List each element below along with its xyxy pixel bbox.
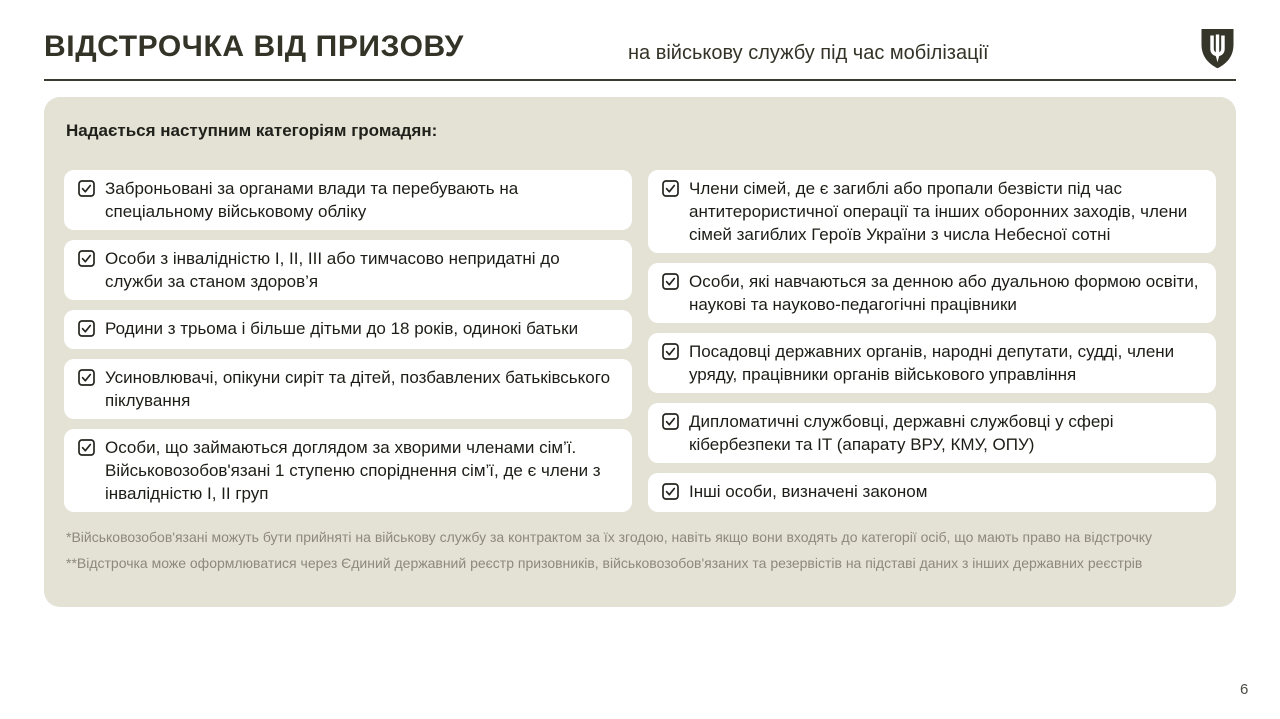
category-text: Посадовці державних органів, народні депутати, судді, члени уряду, працівники органів військового управління bbox=[689, 342, 1175, 384]
shield-trident-icon bbox=[1199, 27, 1236, 72]
checked-checkbox-icon bbox=[662, 343, 679, 365]
category-text: Заброньовані за органами влади та перебувають на спеціальному військовому обліку bbox=[105, 179, 519, 221]
checked-checkbox-icon bbox=[662, 413, 679, 435]
category-text: Усиновлювачі, опікуни сиріт та дітей, позбавлених батьківського піклування bbox=[105, 368, 611, 410]
category-text: Особи з інвалідністю I, II, III або тимчасово непридатні до служби за станом здоров’я bbox=[105, 249, 560, 291]
right-column bbox=[648, 170, 1216, 512]
category-text: Особи, що займаються доглядом за хворими членами сім’ї. Військовозобов'язані 1 ступеню споріднення сім’ї, де є члени з інвалідністю I, II груп bbox=[105, 438, 601, 503]
checked-checkbox-icon bbox=[78, 320, 95, 342]
category-text: Родини з трьома і більше дітьми до 18 років, одинокі батьки bbox=[105, 319, 579, 338]
panel-heading: Надається наступним категоріям громадян: bbox=[66, 121, 438, 140]
checked-checkbox-icon bbox=[78, 180, 95, 202]
category-card bbox=[64, 429, 632, 512]
card-columns bbox=[64, 170, 1216, 512]
category-card bbox=[64, 170, 632, 230]
category-card bbox=[648, 263, 1216, 323]
page-number: 6 bbox=[1240, 681, 1249, 698]
checked-checkbox-icon bbox=[662, 180, 679, 202]
category-text: Дипломатичні службовці, державні службовці у сфері кібербезпеки та IT (апарату ВРУ, КМУ, ОПУ) bbox=[689, 412, 1114, 454]
footnotes bbox=[66, 524, 1216, 576]
checked-checkbox-icon bbox=[78, 369, 95, 391]
category-card bbox=[64, 359, 632, 419]
page-subtitle: на військову службу під час мобілізації bbox=[628, 42, 989, 64]
footnote-contract: *Військовозобов'язані можуть бути прийняті на військову службу за контрактом за їх згодою, навіть якщо вони входять до категорії осіб, що мають право на відстрочку bbox=[66, 529, 1153, 545]
category-text: Особи, які навчаються за денною або дуальною формою освіти, наукові та науково-педагогічні працівники bbox=[689, 272, 1199, 314]
page-title: ВІДСТРОЧКА ВІД ПРИЗОВУ bbox=[44, 30, 464, 63]
category-card bbox=[648, 333, 1216, 393]
left-column bbox=[64, 170, 632, 512]
checked-checkbox-icon bbox=[78, 439, 95, 461]
checked-checkbox-icon bbox=[662, 273, 679, 295]
category-text: Члени сімей, де є загиблі або пропали безвісти під час антитерористичної операції та інших оборонних заходів, члени сімей загиблих Героїв України з числа Небесної сотні bbox=[689, 179, 1188, 244]
header-divider bbox=[44, 79, 1236, 81]
category-card bbox=[648, 170, 1216, 253]
category-card bbox=[648, 403, 1216, 463]
category-card bbox=[648, 473, 1216, 512]
category-card bbox=[64, 310, 632, 349]
category-text: Інші особи, визначені законом bbox=[689, 482, 928, 501]
checked-checkbox-icon bbox=[662, 483, 679, 505]
checked-checkbox-icon bbox=[78, 250, 95, 272]
category-card bbox=[64, 240, 632, 300]
footnote-registry: **Відстрочка може оформлюватися через Єдиний державний реєстр призовників, військовозобов'язаних та резервістів на підставі даних з інших державних реєстрів bbox=[66, 555, 1143, 571]
categories-panel bbox=[44, 97, 1236, 607]
